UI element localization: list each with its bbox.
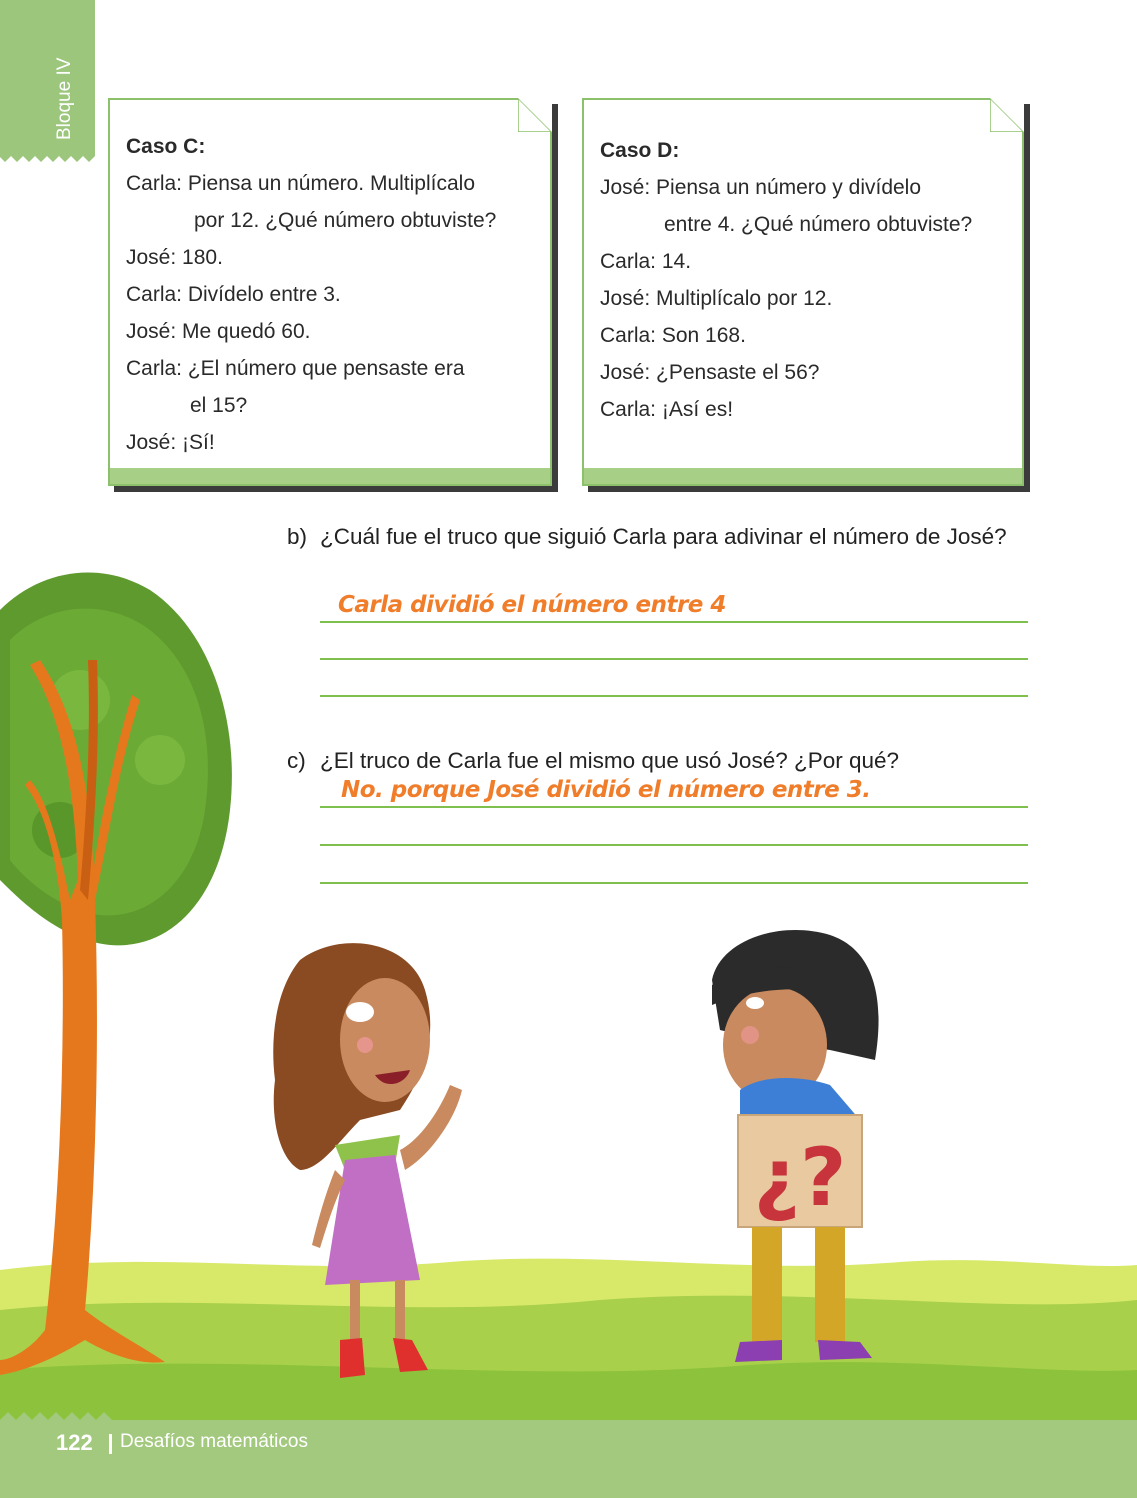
case-c-dialogue (126, 128, 542, 461)
book-title: Desafíos matemáticos (120, 1431, 308, 1452)
question-b-text: ¿Cuál fue el truco que siguió Carla para adivinar el número de José? (320, 524, 1007, 549)
answer-line[interactable] (320, 695, 1028, 697)
question-sign-text: ¿? (753, 1131, 847, 1224)
answer-c-text: No. porque José dividió el número entre 3. (341, 777, 871, 803)
dialogue-line: Carla: ¿El número que pensaste era (126, 357, 465, 380)
dialogue-line: Carla: Son 168. (600, 324, 746, 347)
card-base-strip (584, 468, 1022, 484)
dialogue-line: entre 4. ¿Qué número obtuviste? (664, 213, 973, 236)
case-d-card (582, 98, 1024, 486)
question-c-text: ¿El truco de Carla fue el mismo que usó José? ¿Por qué? (320, 748, 900, 773)
question-c-letter: c) (287, 748, 306, 773)
dialogue-line: José: 180. (126, 246, 223, 269)
dialogue-line: Carla: Divídelo entre 3. (126, 283, 341, 306)
dialogue-line: José: ¿Pensaste el 56? (600, 361, 820, 384)
question-c (287, 742, 1037, 782)
dialogue-line: Carla: Piensa un número. Multiplícalo (126, 172, 476, 195)
answer-line[interactable] (320, 621, 1028, 623)
page-number: 122 (56, 1430, 93, 1455)
footer-separator (109, 1434, 112, 1454)
question-b-letter: b) (287, 524, 308, 549)
question-b (287, 518, 1037, 598)
case-d-dialogue (600, 132, 1014, 428)
block-label: Bloque IV (54, 57, 75, 140)
answer-line[interactable] (320, 844, 1028, 846)
card-base-strip (110, 468, 550, 484)
answer-line[interactable] (320, 658, 1028, 660)
answer-line[interactable] (320, 882, 1028, 884)
dialogue-line: José: Multiplícalo por 12. (600, 287, 833, 310)
answer-b-text: Carla dividió el número entre 4 (338, 592, 726, 618)
grass-ground (0, 1259, 1137, 1432)
dialogue-line: el 15? (190, 394, 248, 417)
case-d-title: Caso D: (600, 139, 680, 162)
page-fold-corner (518, 98, 552, 132)
dialogue-line: José: Me quedó 60. (126, 320, 311, 343)
dialogue-line: por 12. ¿Qué número obtuviste? (194, 209, 497, 232)
dialogue-line: Carla: 14. (600, 250, 692, 273)
page-fold-corner (990, 98, 1024, 132)
dialogue-line: José: ¡Sí! (126, 431, 215, 454)
answer-line[interactable] (320, 806, 1028, 808)
dialogue-line: Carla: ¡Así es! (600, 398, 734, 421)
dialogue-line: José: Piensa un número y divídelo (600, 176, 922, 199)
case-c-title: Caso C: (126, 135, 206, 158)
case-c-card (108, 98, 552, 486)
